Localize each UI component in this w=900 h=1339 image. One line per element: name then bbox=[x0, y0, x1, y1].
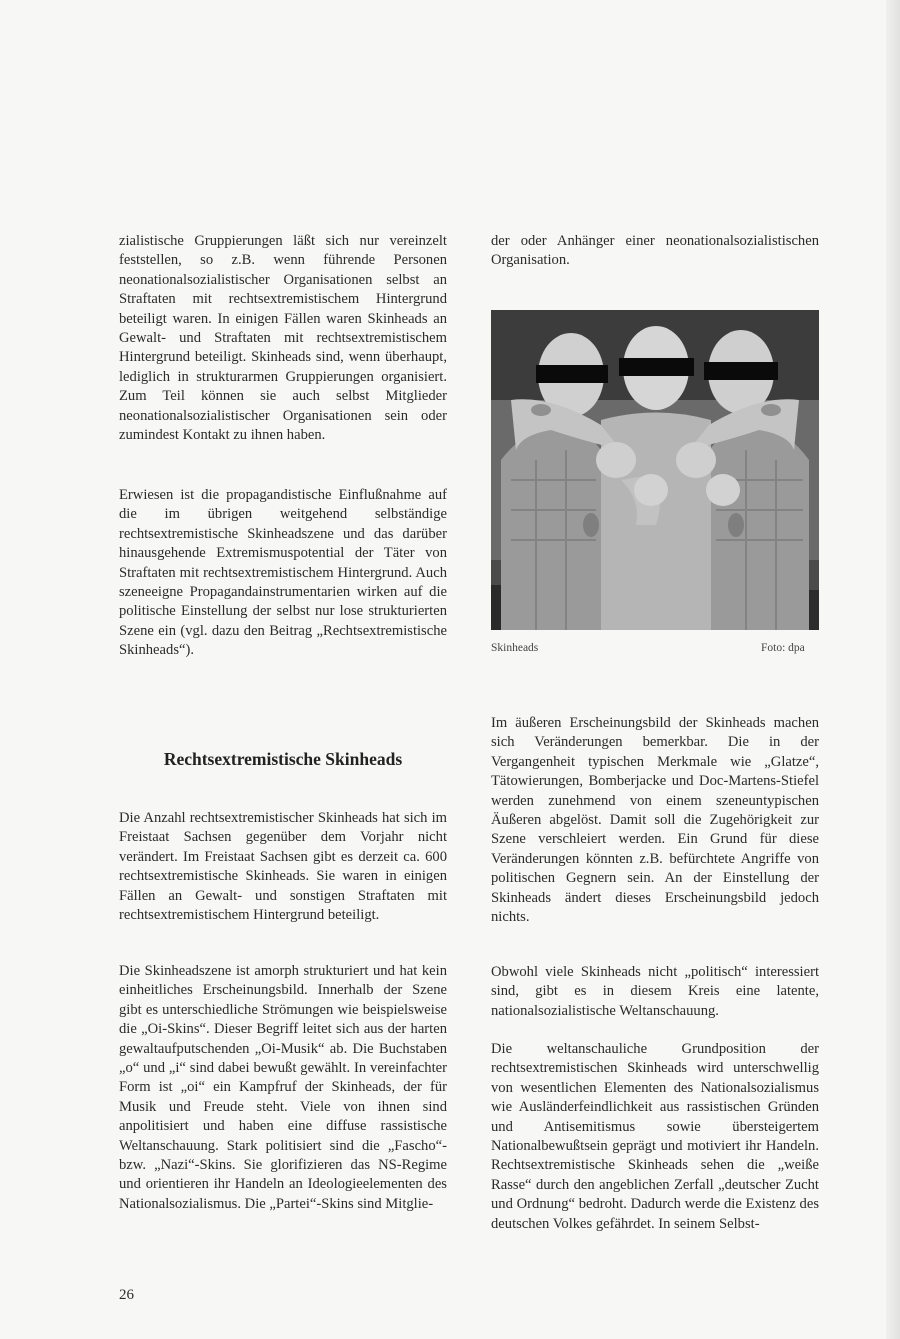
censor-bar-right bbox=[704, 362, 778, 380]
photo-credit: Foto: dpa bbox=[761, 642, 805, 654]
page-number: 26 bbox=[119, 1287, 134, 1303]
right-paragraph-4: Die weltanschauliche Grundposition der rechtsextremistischen Skinheads wird unterschwellig von wesentlichen Elementen des Nationalsozialismus wie Ausländerfeindlichkeit aus rassistischen Gründen und Antisemitismus sowie übersteigertem Nationalbewußtsein geprägt und motiviert ihr Handeln. Rechtsextremistische Skinheads sehen die „weiße Rasse“ durch den angeblichen Zerfall „deutscher Zucht und Ordnung“ bedroht. Dadurch werde die Existenz des deutschen Volkes gefährdet. In seinem Selbst- bbox=[491, 1041, 819, 1232]
censor-bar-left bbox=[536, 365, 608, 383]
section-title: Rechtsextremistische Skinheads bbox=[163, 749, 403, 769]
left-paragraph-1: zialistische Gruppierungen läßt sich nur vereinzelt feststellen, so z.B. wenn führende Personen neonationalsozialistischer Organisationen selbst an Straftaten mit rechtsextremistischem Hintergrund beteiligt waren. In einigen Fällen waren Skinheads an Gewalt- und Straftaten mit rechtsextremistischem Hintergrund beteiligt. Skinheads sind, wenn überhaupt, lediglich in strukturarmen Gruppierungen organisiert. Zum Teil können sie auch selbst Mitglieder neonationalsozialistischer Organisationen sein oder zumindest Kontakt zu ihnen haben. bbox=[119, 233, 447, 444]
skinheads-photo bbox=[491, 310, 819, 630]
right-paragraph-1: der oder Anhänger einer neonationalsozialistischen Organisation. bbox=[491, 233, 819, 269]
left-paragraph-2: Erwiesen ist die propagandistische Einflußnahme auf die im übrigen weitgehend selbständige rechtsextremistische Skinheadszene und das darüber hinausgehende Extremismuspotential der Täter von Straftaten mit rechtsextremistischem Hintergrund. Auch szeneeigne Propagandainstrumentarien wirken auf die politische Einstellung der selbst nur lose strukturierten Szene ein (vgl. dazu den Beitrag „Rechtsextremistische Skinheads“). bbox=[119, 487, 447, 659]
photo-caption: Skinheads bbox=[491, 642, 539, 654]
left-paragraph-3: Die Anzahl rechtsextremistischer Skinheads hat sich im Freistaat Sachsen gegenüber dem Vorjahr nicht verändert. Im Freistaat Sachsen gibt es derzeit ca. 600 rechtsextremistische Skinheads. Sie waren in einigen Fällen an Gewalt- und sonstigen Straftaten mit rechtsextremistischem Hintergrund beteiligt. bbox=[119, 810, 447, 924]
censor-bar-middle bbox=[619, 358, 694, 376]
page-edge-shadow bbox=[886, 0, 900, 1339]
photo-illustration bbox=[491, 310, 819, 630]
right-paragraph-3: Obwohl viele Skinheads nicht „politisch“ interessiert sind, gibt es in diesem Kreis eine latente, nationalsozialistische Weltanschauung. bbox=[491, 964, 819, 1019]
right-paragraph-2: Im äußeren Erscheinungsbild der Skinheads machen sich Veränderungen bemerkbar. Die in der Vergangenheit typischen Merkmale wie „Glatze“, Tätowierungen, Bomberjacke und Doc-Martens-Stiefel werden zunehmend von einem szeneuntypischen Äußeren abgelöst. Damit soll die Zugehörigkeit zur Szene verschleiert werden. Ein Grund für diese Veränderungen könnten z.B. befürchtete Angriffe von politischen Gegnern sein. An der Einstellung der Skinheads ändert dieses Erscheinungsbild jedoch nichts. bbox=[491, 715, 819, 926]
left-paragraph-4: Die Skinheadszene ist amorph strukturiert und hat kein einheitliches Erscheinungsbild. Innerhalb der Szene gibt es unterschiedliche Strömungen wie beispielsweise die „Oi-Skins“. Dieser Begriff leitet sich aus der harten gewaltaufputschenden „Oi-Musik“ ab. Die Buchstaben „o“ und „i“ sind dabei bewußt gewählt. In vereinfachter Form ist „oi“ ein Kampfruf der Skinheads, der für Musik und Freude steht. Viele von ihnen sind anpolitisiert und haben eine diffuse rassistische Weltanschauung. Stark politisiert sind die „Fascho“- bzw. „Nazi“-Skins. Sie glorifizieren das NS-Regime und orientieren ihr Handeln an Ideologieelementen des Nationalsozialismus. Die „Partei“-Skins sind Mitglie- bbox=[119, 963, 447, 1212]
